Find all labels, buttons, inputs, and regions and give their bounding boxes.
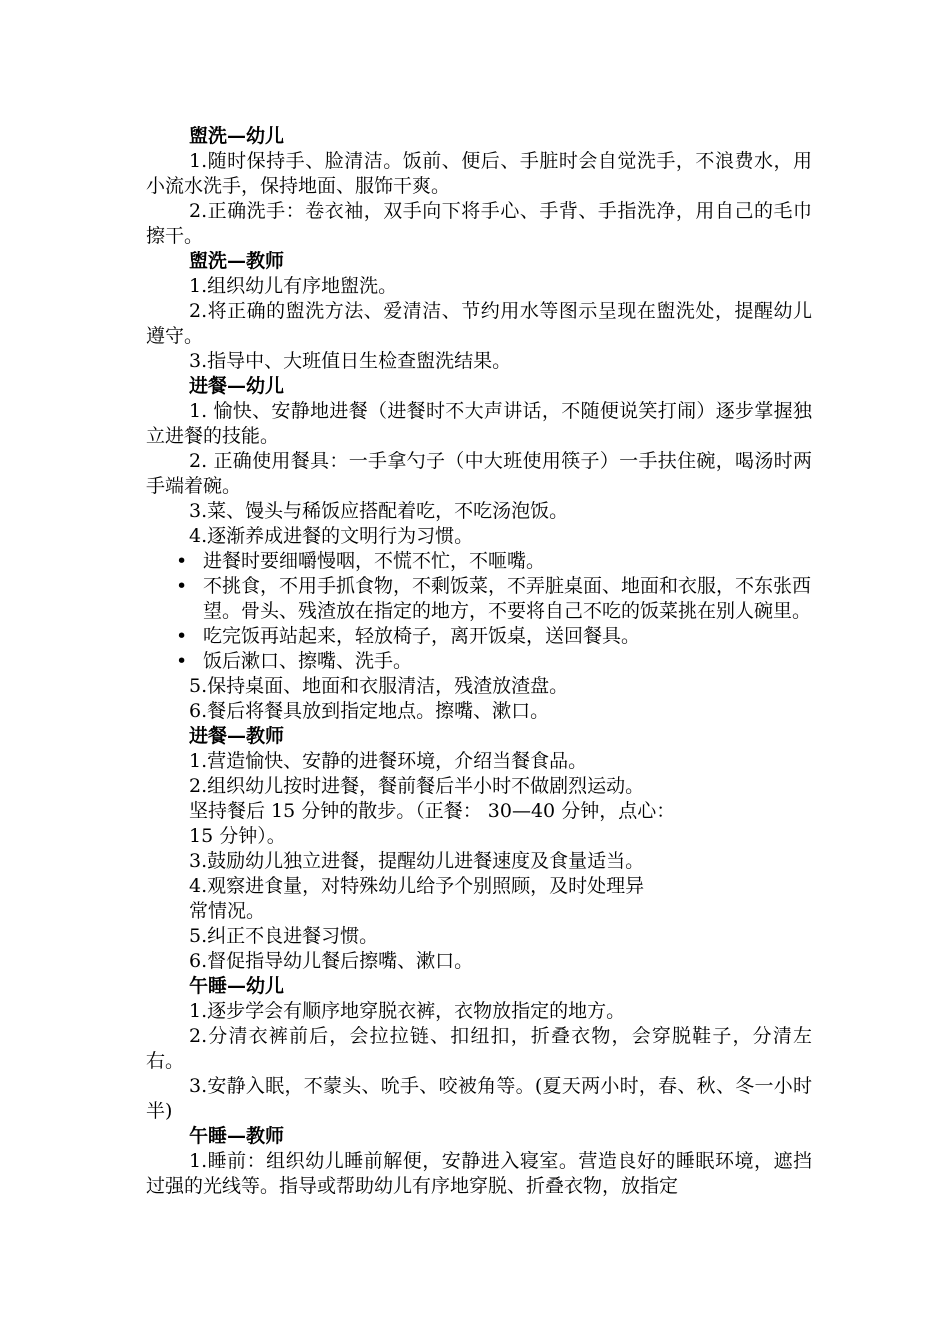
paragraph: 3.指导中、大班值日生检查盥洗结果。 [189, 350, 512, 372]
paragraph: 2.组织幼儿按时进餐，餐前餐后半小时不做剧烈运动。 [189, 775, 645, 797]
list-item: • 不挑食，不用手抓食物，不剩饭菜，不弄脏桌面、地面和衣服，不东张西望。骨头、残渣放在指定的地方，不要将自己不吃的饭菜挑在别人碗里。 [146, 574, 812, 624]
paragraph: 5.纠正不良进餐习惯。 [189, 925, 379, 947]
section-heading: 盥洗—幼儿 [189, 125, 285, 147]
paragraph: 6.督促指导幼儿餐后擦嘴、漱口。 [189, 950, 474, 972]
paragraph: 坚持餐后 15 分钟的散步。（正餐： 30—40 分钟，点心： [189, 800, 676, 822]
paragraph: 3.菜、馒头与稀饭应搭配着吃，不吃汤泡饭。 [189, 500, 569, 522]
paragraph: 常情况。 [189, 900, 266, 922]
paragraph: 6.餐后将餐具放到指定地点。擦嘴、漱口。 [189, 700, 550, 722]
bullet-list [146, 549, 812, 674]
paragraph: 1. 愉快、安静地进餐（进餐时不大声讲话，不随便说笑打闹）逐步掌握独立进餐的技能。 [146, 400, 812, 447]
list-item: • 饭后漱口、擦嘴、洗手。 [146, 649, 812, 674]
paragraph: 2.分清衣裤前后，会拉拉链、扣纽扣，折叠衣物，会穿脱鞋子，分清左右。 [146, 1025, 812, 1072]
paragraph: 2.将正确的盥洗方法、爱清洁、节约用水等图示呈现在盥洗处，提醒幼儿遵守。 [146, 300, 812, 347]
section-heading: 盥洗—教师 [189, 250, 285, 272]
paragraph: 2. 正确使用餐具：一手拿勺子（中大班使用筷子）一手扶住碗，喝汤时两手端着碗。 [146, 450, 812, 497]
paragraph: 1.组织幼儿有序地盥洗。 [189, 275, 398, 297]
section-heading: 进餐—幼儿 [189, 375, 285, 397]
paragraph: 5.保持桌面、地面和衣服清洁，残渣放渣盘。 [189, 675, 569, 697]
paragraph: 1.逐步学会有顺序地穿脱衣裤，衣物放指定的地方。 [189, 1000, 626, 1022]
section-heading: 午睡—幼儿 [189, 975, 285, 997]
paragraph: 4.观察进食量，对特殊幼儿给予个别照顾，及时处理异 [189, 875, 645, 897]
list-item: • 进餐时要细嚼慢咽，不慌不忙，不咂嘴。 [146, 549, 812, 574]
document-body [146, 124, 812, 1199]
list-item: • 吃完饭再站起来，轻放椅子，离开饭桌，送回餐具。 [146, 624, 812, 649]
section-heading: 进餐—教师 [189, 725, 285, 747]
paragraph: 2.正确洗手：卷衣袖，双手向下将手心、手背、手指洗净，用自己的毛巾擦干。 [146, 200, 812, 247]
paragraph: 1.营造愉快、安静的进餐环境，介绍当餐食品。 [189, 750, 588, 772]
paragraph: 15 分钟）。 [189, 825, 286, 847]
paragraph: 1.随时保持手、脸清洁。饭前、便后、手脏时会自觉洗手，不浪费水，用小流水洗手，保持地面、服饰干爽。 [146, 150, 812, 197]
paragraph: 4.逐渐养成进餐的文明行为习惯。 [189, 525, 474, 547]
section-heading: 午睡—教师 [189, 1125, 285, 1147]
paragraph: 3.安静入眠，不蒙头、吮手、咬被角等。(夏天两小时，春、秋、冬一小时半) [146, 1075, 812, 1122]
paragraph: 3.鼓励幼儿独立进餐，提醒幼儿进餐速度及食量适当。 [189, 850, 645, 872]
paragraph: 1.睡前：组织幼儿睡前解便，安静进入寝室。营造良好的睡眠环境，遮挡过强的光线等。指导或帮助幼儿有序地穿脱、折叠衣物，放指定 [146, 1150, 812, 1197]
